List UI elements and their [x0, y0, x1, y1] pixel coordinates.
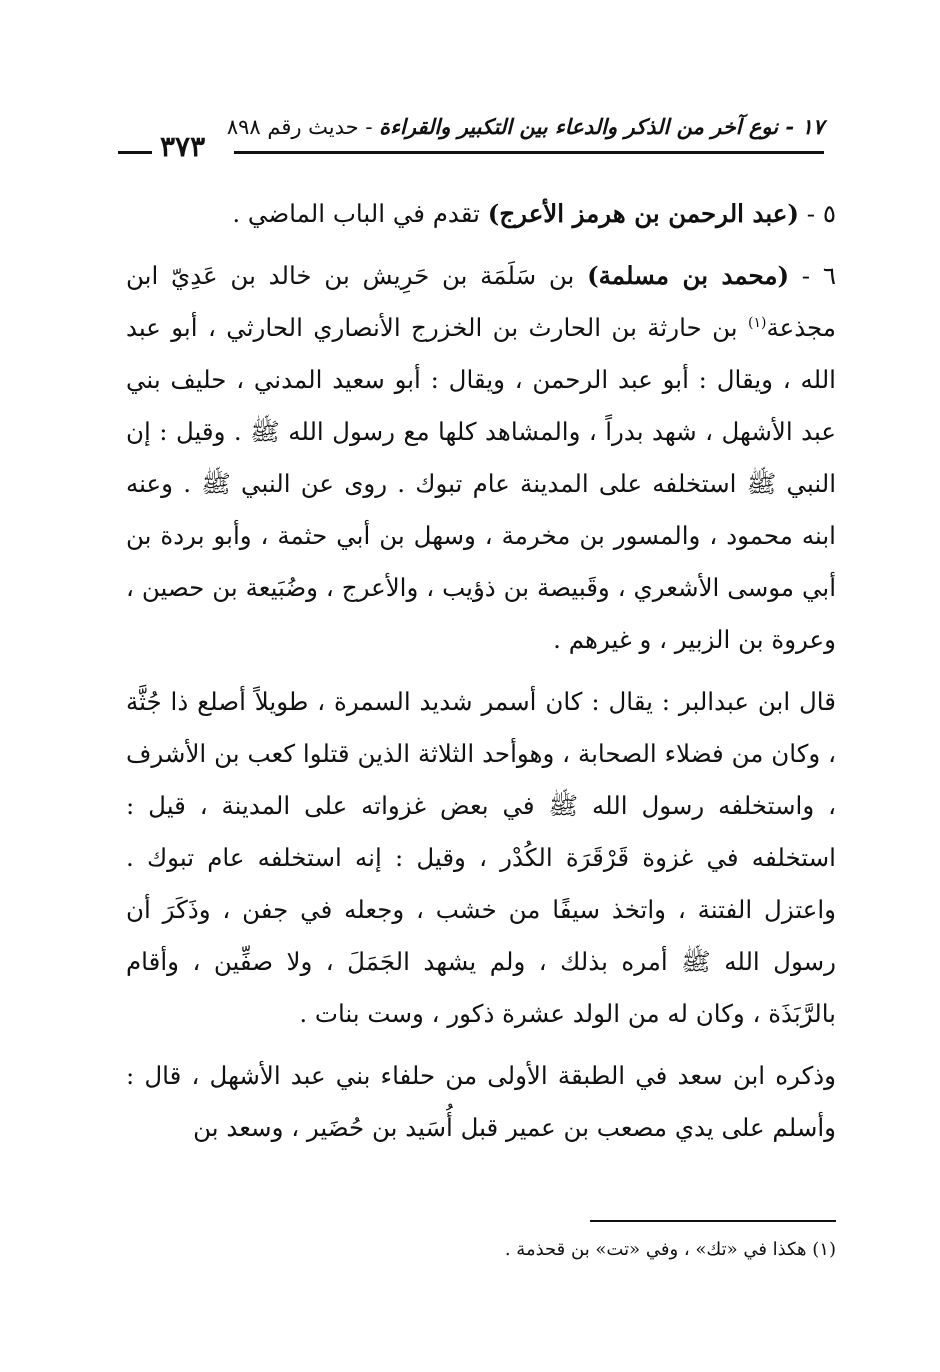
header-title [227, 112, 824, 142]
header-title-prefix: ١٧ - [778, 114, 824, 139]
page-body [126, 188, 836, 1154]
header-rule [234, 151, 824, 154]
paragraph-entry-5 [126, 188, 836, 240]
paragraph-ibn-abdulbarr [126, 676, 836, 1040]
entry-text: بن حارثة بن الحارث بن الخزرج الأنصاري الحارثي ، أبو عبد الله ، ويقال : أبو عبد الرحمن ، ويقال : أبو سعيد المدني ، حليف بني عبد الأشهل ، شهد بدراً ، والمشاهد كلها مع رسول الله ﷺ . وقيل : إن النبي ﷺ استخلفه على المدينة عام تبوك . روى عن النبي ﷺ . وعنه ابنه محمود ، والمسور بن مخرمة ، وسهل بن أبي حثمة ، وأبو بردة بن أبي موسى الأشعري ، وقَبيصة بن ذؤيب ، والأعرج ، وضُبَيعة بن حصين ، وعروة بن الزبير ، و غيرهم . [126, 313, 836, 654]
header-title-suffix: - حديث رقم ٨٩٨ [226, 115, 380, 139]
entry-name: (محمد بن مسلمة) [587, 261, 790, 290]
paragraph-ibn-saad [126, 1050, 836, 1154]
header-title-bold: نوع آخر من الذكر والدعاء بين التكبير والقراءة [379, 114, 779, 139]
entry-number: ٥ - [798, 199, 836, 228]
paragraph-entry-6 [126, 250, 836, 666]
entry-name: (عبد الرحمن بن هرمز الأعرج) [487, 199, 799, 228]
footnote: (١) هكذا في «تك» ، وفي «تت» بن قحذمة . [504, 1239, 836, 1260]
page-number: ٣٧٣ [160, 130, 206, 163]
footnote-marker: (١) [747, 314, 767, 331]
footnote-rule [590, 1220, 836, 1222]
running-header [118, 112, 824, 162]
entry-text-start: بن سَلَمَة بن حَرِيش بن خالد بن عَدِيّ ابن مجذعة [126, 261, 836, 342]
paragraph-text: قال ابن عبدالبر : يقال : كان أسمر شديد السمرة ، طويلاً أصلع ذا جُثَّة ، وكان من فضلاء الصحابة ، وهوأحد الثلاثة الذين قتلوا كعب بن الأشرف ، واستخلفه رسول الله ﷺ في بعض غزواته على المدينة ، قيل : استخلفه في غزوة قَرْقَرَة الكُدْر ، وقيل : إنه استخلفه عام تبوك . واعتزل الفتنة ، واتخذ سيفًا من خشب ، وجعله في جفن ، وذَكَرَ أن رسول الله ﷺ أمره بذلك ، ولم يشهد الجَمَلَ ، ولا صفِّين ، وأقام بالرَّبَذَة ، وكان له من الولد عشرة ذكور ، وست بنات . [126, 687, 836, 1028]
entry-number: ٦ - [789, 261, 836, 290]
header-rule-short [118, 151, 152, 154]
entry-text: تقدم في الباب الماضي . [232, 199, 488, 228]
paragraph-text: وذكره ابن سعد في الطبقة الأولى من حلفاء بني عبد الأشهل ، قال : وأسلم على يدي مصعب بن عمير قبل أُسَيد بن حُضَير ، وسعد بن [126, 1061, 836, 1142]
